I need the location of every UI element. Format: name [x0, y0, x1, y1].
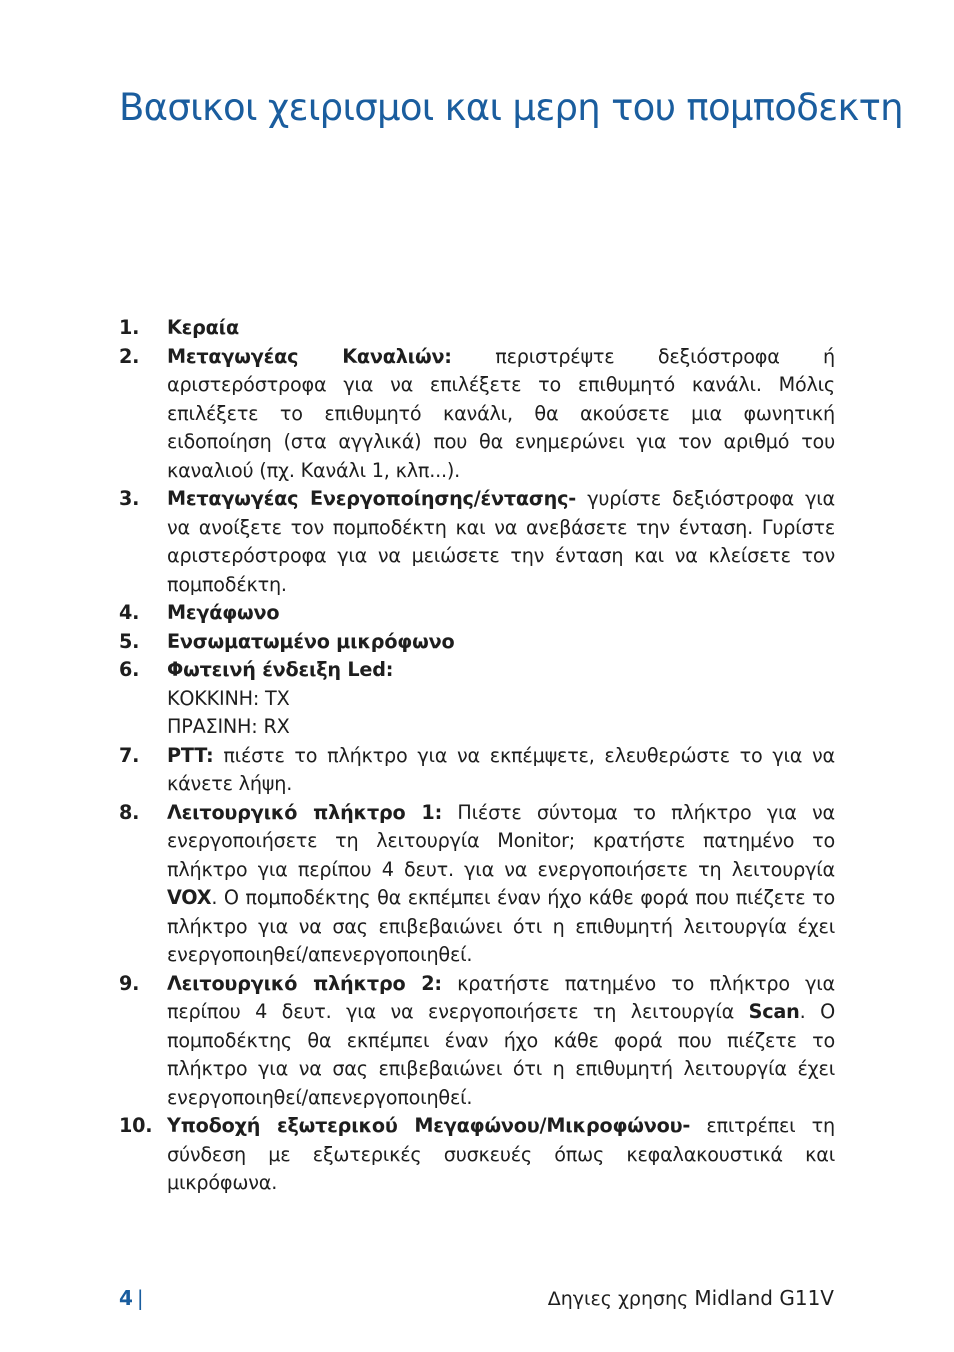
list-item	[119, 799, 835, 970]
page-title: Βασικοι χειρισμοι και μερη του πομποδεκτη	[119, 86, 903, 129]
item-text-continued: . Ο πομποδέκτης θα εκπέμπει έναν ήχο κάθε φορά που πιέζετε το πλήκτρο για να σας επιβεβαιώνει ότι η επιθυμητή λειτουργία έχει ενεργοποιηθεί/απενεργοποιηθεί.	[167, 886, 835, 966]
scan-keyword: Scan	[748, 1000, 800, 1023]
item-number: 4.	[119, 601, 140, 624]
item-number: 7.	[119, 743, 140, 767]
item-label: Λειτουργικό πλήκτρο 1:	[167, 800, 443, 824]
item-text: κρατήστε πατημένο το πλήκτρο για περίπου 4 δευτ. για να ενεργοποιήσετε τη λειτουργία	[167, 971, 835, 1023]
item-number: 2.	[119, 344, 140, 368]
list-item	[119, 628, 835, 657]
led-green-line: ΠΡΑΣΙΝΗ: RX	[167, 715, 290, 738]
led-red-line: ΚΟΚΚΙΝΗ: TX	[167, 686, 290, 710]
page-number	[119, 1286, 144, 1310]
item-number: 9.	[119, 971, 140, 995]
item-label: Μεγάφωνο	[167, 601, 280, 624]
list-item	[119, 970, 835, 1113]
item-label: Μεταγωγέας Ενεργοποίησης/έντασης-	[167, 487, 577, 510]
item-label: Λειτουργικό πλήκτρο 2:	[167, 971, 442, 995]
item-number: 6.	[119, 658, 140, 681]
item-text: Πιέστε σύντομα το πλήκτρο για να ενεργοποιήσετε τη λειτουργία Monitor; κρατήστε πατημένο το πλήκτρο για περίπου 4 δευτ. για να ενεργοποιήσετε τη λειτουργία	[167, 800, 835, 881]
footer-label: Δηγιες χρησης	[547, 1288, 689, 1310]
item-number: 8.	[119, 800, 140, 824]
item-number: 1.	[119, 316, 140, 339]
item-text: περιστρέψτε δεξιόστροφα ή αριστερόστροφα για να επιλέξετε το επιθυμητό κανάλι. Μόλις επιλέξετε το επιθυμητό κανάλι, θα ακούσετε μια φωνητική ειδοποίηση (στα αγγλικά) που θα ενημερώνει για τον αριθμό του καναλιού (πχ. Κανάλι 1, κλπ...).	[167, 344, 836, 482]
footer-title	[548, 1286, 834, 1310]
list-item	[119, 656, 835, 742]
item-text: επιτρέπει τη σύνδεση με εξωτερικές συσκευές όπως κεφαλακουστικά και μικρόφωνα.	[167, 1114, 835, 1194]
item-text-continued: . Ο πομποδέκτης θα εκπέμπει έναν ήχο κάθε φορά που πιέζετε το πλήκτρο για να σας επιβεβαιώνει ότι η επιθυμητή λειτουργία έχει ενεργοποιηθεί/απενεργοποιηθεί.	[167, 1000, 835, 1109]
item-label: Κεραία	[167, 316, 239, 339]
list-item	[119, 343, 835, 486]
item-number: 10.	[119, 1114, 153, 1137]
item-label: Ενσωματωμένο μικρόφωνο	[167, 629, 455, 653]
list-item	[119, 485, 835, 599]
page-separator: |	[136, 1286, 144, 1310]
parts-list	[119, 314, 835, 1198]
item-number: 5.	[119, 629, 140, 653]
footer-product: Midland G11V	[694, 1286, 834, 1310]
item-label: Φωτεινή ένδειξη Led:	[167, 658, 394, 681]
list-item	[119, 742, 835, 799]
list-item	[119, 314, 835, 343]
page-number-value: 4	[119, 1286, 133, 1310]
item-label: Μεταγωγέας Καναλιών:	[167, 344, 452, 368]
item-label: PTT:	[167, 743, 214, 767]
item-text: γυρίστε δεξιόστροφα για να ανοίξετε τον πομποδέκτη και να ανεβάσετε την ένταση. Γυρίστε αριστερόστροφα για να μειώσετε την ένταση και να κλείσετε τον πομποδέκτη.	[167, 487, 835, 596]
list-item	[119, 1112, 835, 1198]
item-label: Υποδοχή εξωτερικού Μεγαφώνου/Μικροφώνου-	[167, 1114, 691, 1137]
list-item	[119, 599, 835, 628]
item-text: πιέστε το πλήκτρο για να εκπέμψετε, ελευθερώστε το για να κάνετε λήψη.	[167, 743, 835, 795]
item-number: 3.	[119, 487, 140, 510]
vox-keyword: VOX	[167, 886, 212, 909]
